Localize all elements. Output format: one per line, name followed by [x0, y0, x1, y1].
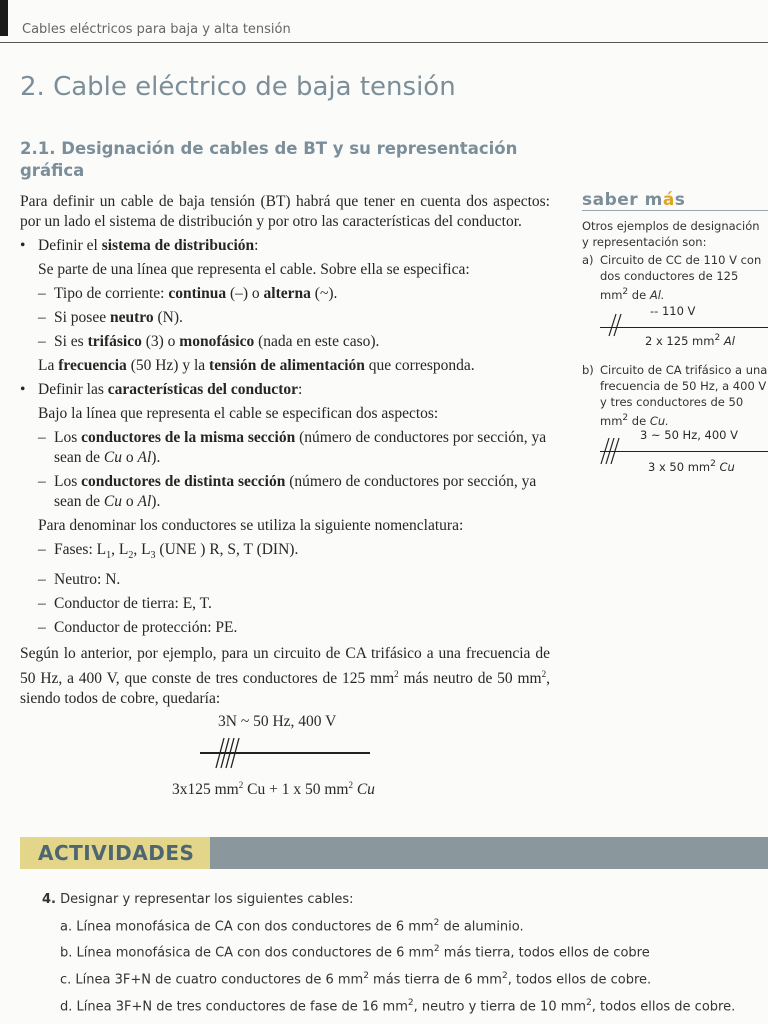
- bold-term: continua: [168, 285, 227, 302]
- text: (–) o: [226, 285, 264, 302]
- example-b-bottom-label: [648, 459, 735, 474]
- italic-term: Al: [137, 493, 152, 510]
- text: (~).: [310, 285, 338, 302]
- superscript: 2: [394, 669, 399, 680]
- subscript: 1: [106, 550, 112, 562]
- text: (nada en este caso).: [254, 333, 380, 350]
- example-a-bottom-label: [645, 333, 735, 348]
- conductor-ticks-icon: [212, 736, 242, 770]
- activities-label: ACTIVIDADES: [38, 841, 195, 865]
- dash-different-section: [20, 472, 550, 512]
- example-b-text: [582, 362, 768, 429]
- activity-4a: [42, 912, 762, 939]
- sidebar-example-b: [582, 362, 768, 429]
- formula-bottom-label: [172, 780, 375, 799]
- italic-term: Cu.: [649, 413, 669, 428]
- italic-term: Al: [723, 333, 735, 348]
- text: (número de conductores por sección, ya sean de: [54, 473, 537, 510]
- running-header: Cables eléctricos para baja y alta tensión: [22, 22, 291, 37]
- text: Definir las: [38, 381, 108, 398]
- superscript: 2: [433, 944, 440, 955]
- superscript: 2: [714, 333, 721, 343]
- dash-same-section: [20, 428, 550, 468]
- italic-term: Cu: [103, 493, 123, 510]
- text: (N).: [153, 309, 183, 326]
- text: o: [122, 493, 138, 510]
- nomenclature-intro: Para denominar los conductores se utiliza la siguiente nomenclatura:: [38, 517, 464, 534]
- bullet-conductor: [20, 380, 550, 400]
- text: :: [297, 381, 303, 398]
- saber-mas-title: [582, 190, 685, 210]
- corner-mark: [0, 0, 8, 36]
- text: más tierra, todos ellos de cobre: [439, 945, 650, 961]
- superscript: 2: [622, 413, 629, 423]
- text: , L: [111, 541, 129, 558]
- activity-number: 4.: [42, 892, 56, 907]
- text: ).: [151, 493, 161, 510]
- text: de: [628, 287, 650, 302]
- bold-term: monofásico: [179, 333, 255, 350]
- text: saber m: [582, 190, 663, 210]
- bold-term: tensión de alimentación: [209, 357, 365, 374]
- text: Si posee: [54, 309, 110, 326]
- text: más neutro de 50 mm: [398, 670, 542, 688]
- activity-4b: [42, 938, 762, 965]
- text: que corresponda.: [364, 357, 475, 374]
- bold-term: conductores de la misma sección: [81, 429, 296, 446]
- text: Circuito de CA trifásico a una frecuencia de 50 Hz, a 400 V y tres conductores de 50 mm: [600, 363, 768, 428]
- dash-earth: – Conductor de tierra: E, T.: [20, 594, 550, 614]
- bold-term: neutro: [109, 309, 154, 326]
- text: c. Línea 3F+N de cuatro conductores de 6 mm: [60, 972, 364, 988]
- bold-term: frecuencia: [58, 357, 127, 374]
- superscript: 2: [363, 971, 369, 982]
- text: b. Línea monofásica de CA con dos conductores de 6 mm: [60, 945, 434, 961]
- text: más tierra de 6 mm: [368, 972, 502, 988]
- text: 3 x 50 mm: [648, 459, 711, 474]
- text: Fases: L: [54, 541, 107, 558]
- text: ).: [151, 449, 161, 466]
- italic-term: Al.: [649, 287, 665, 302]
- dash-phase: [20, 332, 550, 352]
- section-title: 2.1. Designación de cables de BT y su representación gráfica: [20, 139, 518, 180]
- text: a. Línea monofásica de CA con dos conductores de 6 mm: [60, 918, 434, 934]
- superscript: 2: [586, 997, 592, 1008]
- bold-term: alterna: [263, 285, 311, 302]
- sidebar-intro: Otros ejemplos de designación y representación son:: [582, 219, 760, 249]
- subscript: 3: [150, 550, 156, 562]
- text: , neutro y tierra de 10 mm: [413, 999, 587, 1015]
- dash-phases: [20, 540, 550, 566]
- item-label: a): [582, 253, 594, 267]
- main-text: [20, 192, 550, 709]
- superscript: 2: [238, 780, 244, 790]
- text: Los: [54, 473, 82, 490]
- activity-4: [42, 888, 762, 912]
- formula-top-label: 3N ~ 50 Hz, 400 V: [218, 713, 337, 730]
- dash-neutral: [20, 308, 550, 328]
- activity-4d: [42, 992, 762, 1019]
- frequency-line: [20, 356, 550, 376]
- bold-term: conductores de distinta sección: [81, 473, 286, 490]
- conductor-ticks-icon: [598, 436, 622, 466]
- text: (3) o: [141, 333, 180, 350]
- italic-term: Cu: [719, 459, 735, 474]
- item-label: b): [582, 363, 594, 377]
- dash-neutral-n: – Neutro: N.: [20, 570, 550, 590]
- example-a-text: [582, 252, 768, 303]
- text: s: [674, 190, 686, 210]
- text: de: [628, 413, 650, 428]
- text: , L: [133, 541, 151, 558]
- example-b-cable-line: [600, 451, 768, 452]
- header-rule: [0, 42, 768, 43]
- superscript: 2: [348, 780, 353, 790]
- bold-term: características del conductor: [107, 381, 298, 398]
- activities-list: [42, 888, 762, 1019]
- text: (50 Hz) y la: [126, 357, 210, 374]
- bullet-distribution: [20, 236, 550, 256]
- text: Según lo anterior, por ejemplo, para un circuito de CA trifásico a una frecuencia de 50 Hz, a 400 V, que conste de tres conductores de 125 mm: [20, 645, 550, 688]
- chapter-title: 2. Cable eléctrico de baja tensión: [20, 72, 456, 102]
- italic-term: Cu: [356, 781, 375, 799]
- text: La: [38, 357, 59, 374]
- text: de aluminio.: [439, 918, 524, 934]
- superscript: 2: [433, 917, 440, 928]
- example-paragraph: [20, 644, 550, 709]
- superscript: 2: [407, 997, 414, 1008]
- text: Cu + 1 x 50 mm: [243, 781, 349, 799]
- conductor-desc: Bajo la línea que representa el cable se especifican dos aspectos:: [38, 405, 439, 422]
- text: :: [254, 237, 259, 254]
- text: Tipo de corriente:: [54, 285, 169, 302]
- text: Designar y representar los siguientes cables:: [55, 892, 354, 907]
- accent-letter: á: [662, 190, 675, 210]
- text: d. Línea 3F+N de tres conductores de fase de 16 mm: [60, 999, 408, 1015]
- sidebar-example-a: [582, 252, 768, 303]
- text: Los: [54, 429, 82, 446]
- superscript: 2: [501, 971, 508, 982]
- dash-current-type: [20, 284, 550, 304]
- text: , siendo todos de cobre, quedaría:: [20, 670, 550, 708]
- text: 2 x 125 mm: [645, 333, 715, 348]
- example-b-top-label: 3 ~ 50 Hz, 400 V: [640, 428, 739, 442]
- italic-term: Al: [137, 449, 152, 466]
- italic-term: Cu: [103, 449, 123, 466]
- superscript: 2: [541, 669, 547, 680]
- bold-term: sistema de distribución: [101, 237, 255, 254]
- example-a-top-label: -- 110 V: [650, 304, 696, 318]
- sidebar-rule: [582, 210, 768, 211]
- bold-term: trifásico: [87, 333, 142, 350]
- dash-protection: – Conductor de protección: PE.: [20, 618, 550, 638]
- text: , todos ellos de cobre.: [507, 972, 652, 988]
- text: , todos ellos de cobre.: [591, 999, 736, 1015]
- text: o: [122, 449, 138, 466]
- text: Circuito de CC de 110 V con dos conductores de 125 mm: [600, 253, 762, 302]
- text: Si es: [54, 333, 88, 350]
- superscript: 2: [622, 287, 629, 297]
- intro-paragraph: Para definir un cable de baja tensión (BT) habrá que tener en cuenta dos aspectos: por un lado el sistema de distribución y por otro las características del conductor.: [20, 193, 550, 230]
- text: 3x125 mm: [172, 781, 239, 799]
- distribution-desc: Se parte de una línea que representa el cable. Sobre ella se especifica:: [38, 261, 470, 278]
- subscript: 2: [128, 550, 134, 562]
- text: (número de conductores por sección, ya sean de: [54, 429, 547, 466]
- conductor-ticks-icon: [606, 312, 626, 338]
- text: Definir el: [38, 237, 102, 254]
- text: (UNE ) R, S, T (DIN).: [155, 541, 299, 558]
- superscript: 2: [710, 459, 716, 469]
- activity-4c: [42, 965, 762, 992]
